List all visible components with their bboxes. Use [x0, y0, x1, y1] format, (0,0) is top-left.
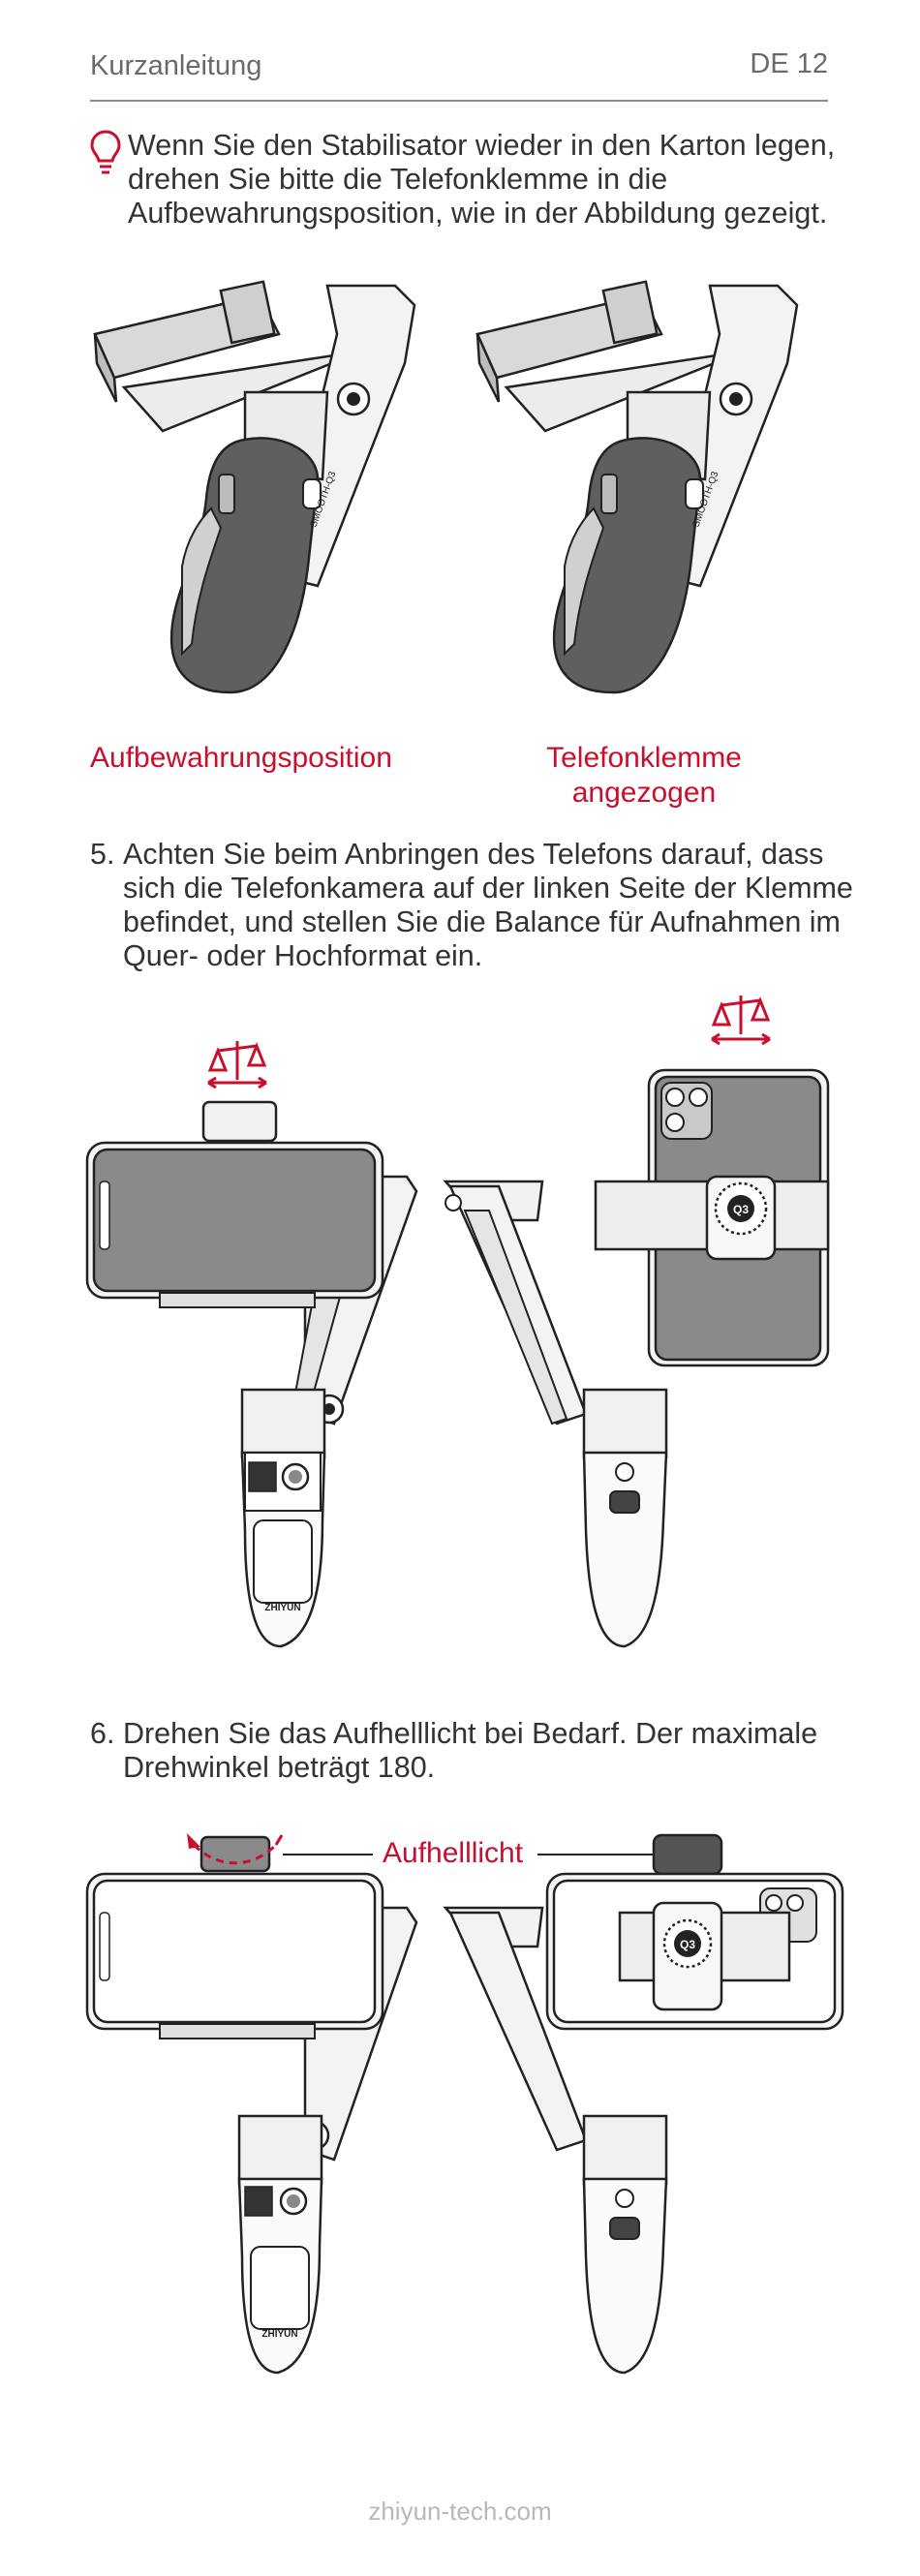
brand-label-fig3: ZHIYUN — [261, 2329, 298, 2340]
step-5-number: 5. — [90, 838, 115, 871]
header-divider — [90, 100, 828, 102]
page-number: DE 12 — [750, 48, 828, 79]
header-section-title: Kurzanleitung — [90, 50, 262, 81]
caption-clamp-tightened-line1: Telefonklemme — [546, 742, 742, 774]
fill-light-callout: Aufhelllicht — [383, 1837, 524, 1869]
caption-storage-position: Aufbewahrungsposition — [90, 742, 392, 774]
balance-scale-icon — [208, 1041, 266, 1088]
tip-text: Wenn Sie den Stabilisator wieder in den Karton legen, drehen Sie bitte die Telefonklemme in die Aufbewahrungsposition, wie in der Abbildung gezeigt. — [128, 129, 836, 230]
figure-storage-position — [85, 276, 841, 721]
q3-badge-figure2: Q3 — [732, 1203, 750, 1216]
figure-phone-balance — [82, 978, 847, 1656]
step-5-text: Achten Sie beim Anbringen des Telefons darauf, dass sich die Telefonkamera auf der linken Seite der Klemme befindet, und stellen Sie die Balance für Aufnahmen im Quer- oder Hochformat ein. — [123, 838, 853, 972]
caption-clamp-tightened-line2: angezogen — [571, 777, 717, 809]
step-6 — [90, 1717, 865, 1790]
figure-fill-light — [82, 1806, 847, 2407]
footer-url: zhiyun-tech.com — [368, 2497, 552, 2526]
lightbulb-icon — [89, 129, 122, 177]
step-6-number: 6. — [90, 1717, 115, 1750]
q3-badge-figure3: Q3 — [679, 1938, 696, 1951]
step-5 — [90, 838, 865, 978]
brand-label-left: ZHIYUN — [264, 1603, 301, 1613]
step-6-text: Drehen Sie das Aufhelllicht bei Bedarf. Der maximale Drehwinkel beträgt 180. — [123, 1717, 818, 1784]
